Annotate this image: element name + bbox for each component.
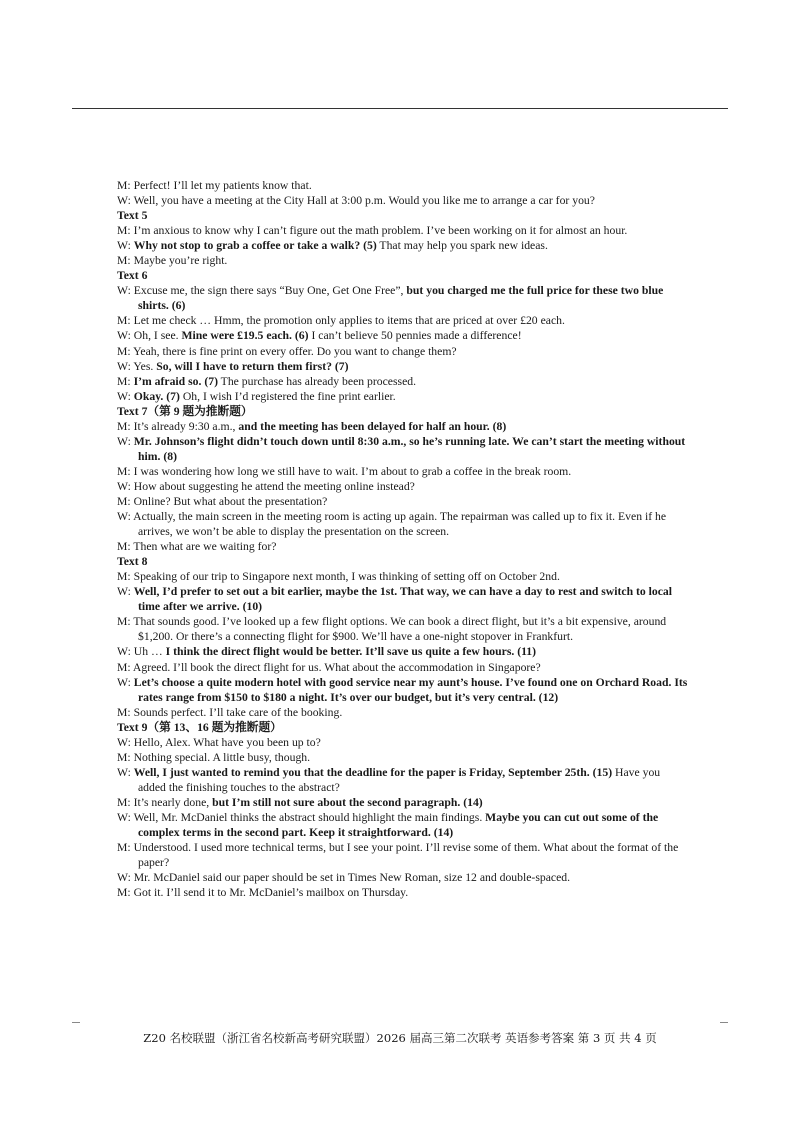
speaker-label: M: bbox=[117, 795, 131, 809]
speaker-label: W: bbox=[117, 389, 131, 403]
dialogue-line bbox=[117, 283, 688, 313]
speaker-label: W: bbox=[117, 194, 131, 208]
speaker-label: M: bbox=[117, 344, 131, 358]
line-text: Hello, Alex. What have you been up to? bbox=[133, 735, 321, 749]
speaker-label: W: bbox=[117, 434, 131, 448]
dialogue-line bbox=[117, 178, 688, 193]
speaker-label: M: bbox=[117, 254, 131, 268]
speaker-label: M: bbox=[117, 705, 131, 719]
line-text: Understood. I used more technical terms, but I see your point. I’ll revise some of them. What about the format of the paper? bbox=[133, 841, 679, 870]
section-heading bbox=[117, 268, 688, 283]
dialogue-line bbox=[117, 840, 688, 870]
dialogue-line bbox=[117, 614, 688, 644]
line-text: Uh … bbox=[133, 645, 166, 659]
dialogue-line bbox=[117, 223, 688, 238]
dialogue-line bbox=[117, 434, 688, 464]
dialogue-line bbox=[117, 569, 688, 584]
key-answer-text: Text 6 bbox=[117, 269, 148, 283]
key-answer-text: Okay. (7) bbox=[133, 389, 180, 403]
speaker-label: M: bbox=[117, 886, 131, 900]
dialogue-line bbox=[117, 705, 688, 720]
line-text: That sounds good. I’ve looked up a few flight options. We can book a direct flight, but it’s a bit expensive, around $1,200. Or there’s a connecting flight for $900. We’ll have a one-night stopover in Frankfurt. bbox=[133, 615, 667, 644]
dialogue-line bbox=[117, 660, 688, 675]
line-text: Have you added the finishing touches to the abstract? bbox=[138, 765, 661, 794]
speaker-label: W: bbox=[117, 329, 131, 343]
speaker-label: M: bbox=[117, 314, 131, 328]
transcript-body bbox=[117, 178, 688, 900]
line-text: Mr. McDaniel said our paper should be set in Times New Roman, size 12 and double-spaced. bbox=[133, 871, 571, 885]
dialogue-line bbox=[117, 193, 688, 208]
line-text: It’s already 9:30 a.m., bbox=[133, 419, 239, 433]
speaker-label: W: bbox=[117, 871, 131, 885]
dialogue-line bbox=[117, 539, 688, 554]
section-heading bbox=[117, 554, 688, 569]
page-footer: Z20 名校联盟（浙江省名校新高考研究联盟）2026 届高三第二次联考 英语参考答案 第 3 页 共 4 页 bbox=[143, 1031, 657, 1045]
speaker-label: M: bbox=[117, 841, 131, 855]
line-text: Actually, the main screen in the meeting room is acting up again. The repairman was called up to fix it. Even if he arrives, we won’t be able to display the presentation on the screen. bbox=[133, 510, 667, 539]
section-heading bbox=[117, 720, 688, 735]
key-answer-text: Mine were £19.5 each. (6) bbox=[181, 329, 309, 343]
dialogue-line bbox=[117, 750, 688, 765]
line-text: I was wondering how long we still have to wait. I’m about to grab a coffee in the break room. bbox=[133, 464, 572, 478]
key-answer-text: I’m afraid so. (7) bbox=[133, 374, 218, 388]
line-text: Then what are we waiting for? bbox=[133, 540, 277, 554]
key-answer-text: Text 8 bbox=[117, 555, 148, 569]
dialogue-line bbox=[117, 870, 688, 885]
key-answer-text: Mr. Johnson’s flight didn’t touch down until 8:30 a.m., so he’s running late. We can’t start the meeting without him. (8) bbox=[133, 434, 686, 463]
dialogue-line bbox=[117, 494, 688, 509]
dialogue-line bbox=[117, 509, 688, 539]
speaker-label: W: bbox=[117, 645, 131, 659]
speaker-label: M: bbox=[117, 419, 131, 433]
speaker-label: M: bbox=[117, 750, 131, 764]
speaker-label: W: bbox=[117, 675, 131, 689]
key-answer-text: Text 7（第 9 题为推断题） bbox=[117, 404, 253, 418]
key-answer-text: Well, I just wanted to remind you that the deadline for the paper is Friday, September 25th. (15) bbox=[133, 765, 613, 779]
speaker-label: M: bbox=[117, 660, 131, 674]
speaker-label: W: bbox=[117, 359, 131, 373]
line-text: Got it. I’ll send it to Mr. McDaniel’s mailbox on Thursday. bbox=[133, 886, 409, 900]
line-text: Let me check … Hmm, the promotion only applies to items that are priced at over £20 each. bbox=[133, 314, 565, 328]
dialogue-line bbox=[117, 359, 688, 374]
speaker-label: M: bbox=[117, 494, 131, 508]
speaker-label: W: bbox=[117, 479, 131, 493]
key-answer-text: but you charged me the full price for these two blue shirts. (6) bbox=[138, 284, 664, 313]
speaker-label: M: bbox=[117, 224, 131, 238]
dialogue-line bbox=[117, 464, 688, 479]
header-rule bbox=[72, 108, 728, 109]
key-answer-text: and the meeting has been delayed for half an hour. (8) bbox=[238, 419, 507, 433]
dialogue-line bbox=[117, 584, 688, 614]
speaker-label: W: bbox=[117, 284, 131, 298]
key-answer-text: Text 9（第 13、16 题为推断题） bbox=[117, 720, 282, 734]
dialogue-line bbox=[117, 419, 688, 434]
crop-mark-right bbox=[720, 1022, 728, 1023]
dialogue-line bbox=[117, 389, 688, 404]
section-heading bbox=[117, 404, 688, 419]
line-text: Yes. bbox=[133, 359, 157, 373]
dialogue-line bbox=[117, 735, 688, 750]
line-text: Online? But what about the presentation? bbox=[133, 494, 328, 508]
line-text: How about suggesting he attend the meeting online instead? bbox=[133, 479, 415, 493]
dialogue-line bbox=[117, 795, 688, 810]
speaker-label: M: bbox=[117, 179, 131, 192]
line-text: I can’t believe 50 pennies made a difference! bbox=[308, 329, 522, 343]
speaker-label: W: bbox=[117, 510, 131, 524]
line-text: Well, Mr. McDaniel thinks the abstract should highlight the main findings. bbox=[133, 810, 486, 824]
speaker-label: W: bbox=[117, 585, 131, 599]
line-text: Well, you have a meeting at the City Hall at 3:00 p.m. Would you like me to arrange a car for you? bbox=[133, 194, 595, 208]
line-text: Sounds perfect. I’ll take care of the booking. bbox=[133, 705, 343, 719]
line-text: It’s nearly done, bbox=[133, 795, 213, 809]
line-text: Agreed. I’ll book the direct flight for us. What about the accommodation in Singapore? bbox=[132, 660, 541, 674]
dialogue-line bbox=[117, 885, 688, 900]
speaker-label: W: bbox=[117, 810, 131, 824]
key-answer-text: Text 5 bbox=[117, 209, 148, 223]
key-answer-text: Well, I’d prefer to set out a bit earlier, maybe the 1st. That way, we can have a day to rest and switch to local time after we arrive. (10) bbox=[133, 585, 673, 614]
line-text: That may help you spark new ideas. bbox=[376, 239, 548, 253]
speaker-label: M: bbox=[117, 374, 131, 388]
speaker-label: M: bbox=[117, 615, 131, 629]
dialogue-line bbox=[117, 238, 688, 253]
speaker-label: W: bbox=[117, 239, 131, 253]
crop-mark-left bbox=[72, 1022, 80, 1023]
line-text: Oh, I wish I’d registered the fine print earlier. bbox=[179, 389, 396, 403]
speaker-label: M: bbox=[117, 464, 131, 478]
line-text: Oh, I see. bbox=[133, 329, 182, 343]
dialogue-line bbox=[117, 374, 688, 389]
line-text: Yeah, there is fine print on every offer. Do you want to change them? bbox=[133, 344, 457, 358]
line-text: Perfect! I’ll let my patients know that. bbox=[133, 179, 312, 192]
key-answer-text: So, will I have to return them first? (7) bbox=[156, 359, 349, 373]
dialogue-line bbox=[117, 765, 688, 795]
line-text: Nothing special. A little busy, though. bbox=[133, 750, 311, 764]
dialogue-line bbox=[117, 313, 688, 328]
dialogue-line bbox=[117, 344, 688, 359]
key-answer-text: Why not stop to grab a coffee or take a walk? (5) bbox=[133, 239, 377, 253]
key-answer-text: Let’s choose a quite modern hotel with good service near my aunt’s house. I’ve found one on Orchard Road. Its rates range from $150 to $180 a night. It’s over our budget, but it’s very central. (12) bbox=[133, 675, 688, 704]
line-text: Speaking of our trip to Singapore next month, I was thinking of setting off on October 2nd. bbox=[133, 570, 560, 584]
key-answer-text: Maybe you can cut out some of the complex terms in the second part. Keep it straightforward. (14) bbox=[138, 810, 659, 840]
key-answer-text: I think the direct flight would be better. It’ll save us quite a few hours. (11) bbox=[165, 645, 537, 659]
speaker-label: W: bbox=[117, 765, 131, 779]
line-text: Maybe you’re right. bbox=[133, 254, 228, 268]
speaker-label: M: bbox=[117, 570, 131, 584]
key-answer-text: but I’m still not sure about the second paragraph. (14) bbox=[212, 795, 483, 809]
speaker-label: W: bbox=[117, 735, 131, 749]
dialogue-line bbox=[117, 479, 688, 494]
speaker-label: M: bbox=[117, 540, 131, 554]
dialogue-line bbox=[117, 253, 688, 268]
dialogue-line bbox=[117, 675, 688, 705]
line-text: I’m anxious to know why I can’t figure out the math problem. I’ve been working on it for almost an hour. bbox=[133, 224, 628, 238]
line-text: The purchase has already been processed. bbox=[217, 374, 417, 388]
dialogue-line bbox=[117, 810, 688, 840]
line-text: Excuse me, the sign there says “Buy One, Get One Free”, bbox=[133, 284, 407, 298]
section-heading bbox=[117, 208, 688, 223]
dialogue-line bbox=[117, 328, 688, 343]
dialogue-line bbox=[117, 644, 688, 659]
